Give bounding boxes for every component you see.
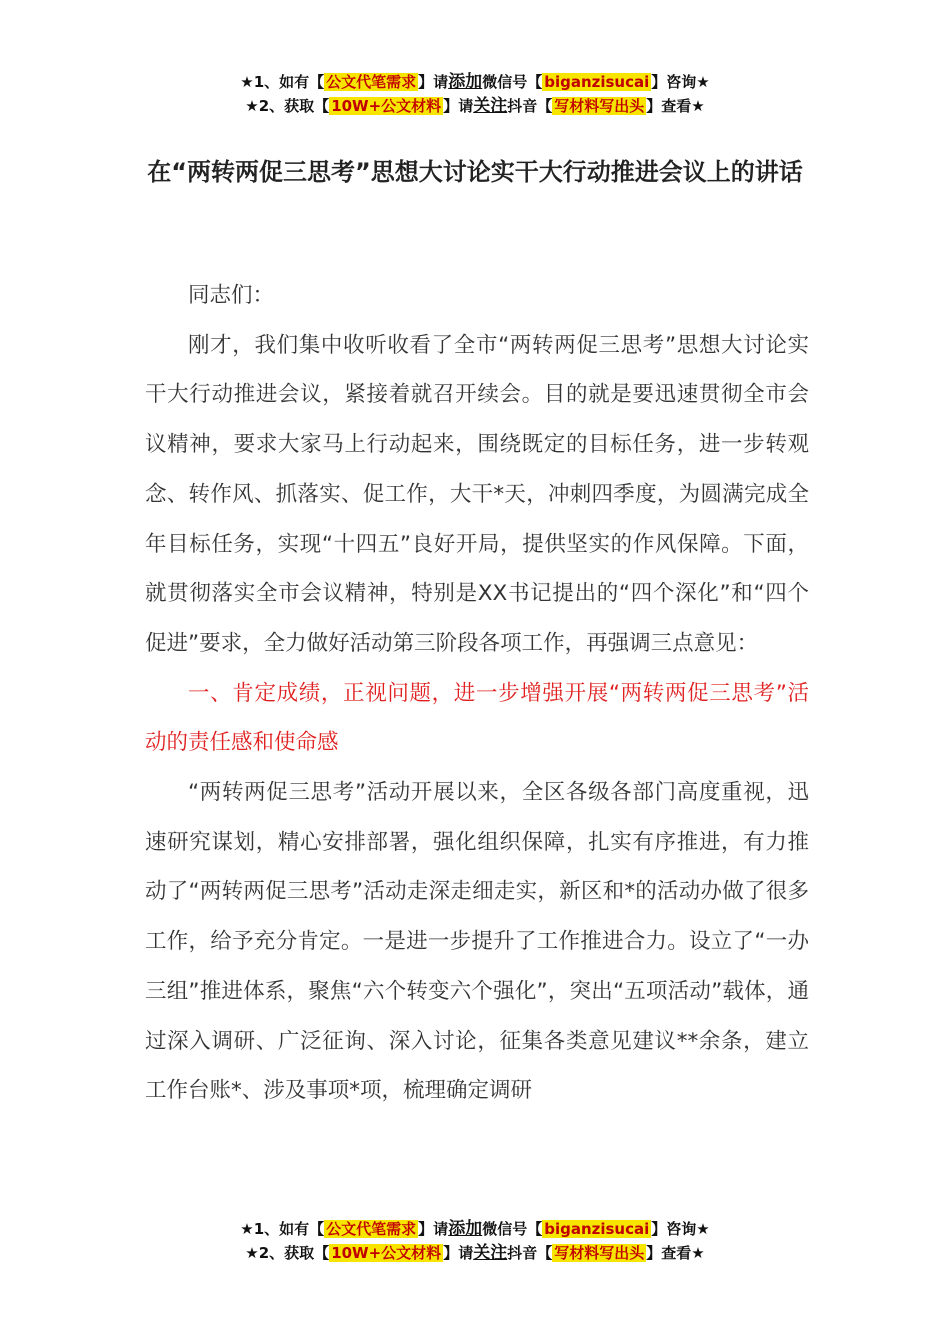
promo-text: 抖音【	[507, 1244, 553, 1262]
promo-line-2	[0, 1241, 950, 1265]
promo-text: ★2、获取【	[245, 97, 330, 115]
promo-text: 】请	[418, 73, 449, 91]
promo-text: ★1、如有【	[240, 73, 325, 91]
promo-highlight: 公文代笔需求	[326, 73, 417, 91]
promo-text: 】咨询★	[651, 1220, 710, 1238]
promo-highlight: 10W+公文材料	[331, 1244, 442, 1262]
promo-line-1	[0, 1217, 950, 1241]
promo-emphasis: 关注	[473, 96, 508, 116]
promo-footer	[0, 1217, 950, 1265]
promo-highlight: 10W+公文材料	[331, 97, 442, 115]
salutation: 同志们：	[188, 283, 275, 308]
body-paragraph: 刚才，我们集中收听收看了全市“两转两促三思考”思想大讨论实干大行动推进会议，紧接着就召开续会。目的就是要迅速贯彻全市会议精神，要求大家马上行动起来，围绕既定的目标任务，进一步转观念、转作风、抓落实、促工作，大干*天，冲刺四季度，为圆满完成全年目标任务，实现“十四五”良好开局，提供坚实的作风保障。下面，就贯彻落实全市会议精神，特别是XX书记提出的“四个深化”和“四个促进”要求，全力做好活动第三阶段各项工作，再强调三点意见：	[145, 332, 809, 656]
promo-text: 】查看★	[646, 97, 705, 115]
promo-emphasis: 添加	[448, 72, 483, 92]
promo-text: ★2、获取【	[245, 1244, 330, 1262]
promo-line-2	[0, 94, 950, 118]
document-title: 在“两转两促三思考”思想大讨论实干大行动推进会议上的讲话	[147, 158, 803, 186]
promo-emphasis: 关注	[473, 1243, 508, 1263]
promo-header	[0, 70, 950, 118]
promo-text: 】查看★	[646, 1244, 705, 1262]
document-body	[145, 271, 809, 1116]
promo-text: 】请	[443, 1244, 474, 1262]
promo-text: 】请	[443, 97, 474, 115]
promo-highlight: 公文代笔需求	[326, 1220, 417, 1238]
promo-text: 微信号【	[482, 73, 543, 91]
promo-highlight: 写材料写出头	[554, 1244, 645, 1262]
body-paragraph: “两转两促三思考”活动开展以来，全区各级各部门高度重视，迅速研究谋划，精心安排部署，强化组织保障，扎实有序推进，有力推动了“两转两促三思考”活动走深走细走实，新区和*的活动办做了很多工作，给予充分肯定。一是进一步提升了工作推进合力。设立了“一办三组”推进体系，聚焦“六个转变六个强化”，突出“五项活动”载体，通过深入调研、广泛征询、深入讨论，征集各类意见建议**余条，建立工作台账*、涉及事项*项，梳理确定调研	[145, 780, 809, 1104]
promo-highlight: biganzisucai	[544, 73, 650, 91]
section-heading: 一、肯定成绩，正视问题，进一步增强开展“两转两促三思考”活动的责任感和使命感	[145, 680, 809, 756]
promo-highlight: biganzisucai	[544, 1220, 650, 1238]
promo-line-1	[0, 70, 950, 94]
promo-text: ★1、如有【	[240, 1220, 325, 1238]
promo-highlight: 写材料写出头	[554, 97, 645, 115]
promo-text: 】请	[418, 1220, 449, 1238]
promo-text: 微信号【	[482, 1220, 543, 1238]
promo-text: 】咨询★	[651, 73, 710, 91]
promo-emphasis: 添加	[448, 1219, 483, 1239]
promo-text: 抖音【	[507, 97, 553, 115]
